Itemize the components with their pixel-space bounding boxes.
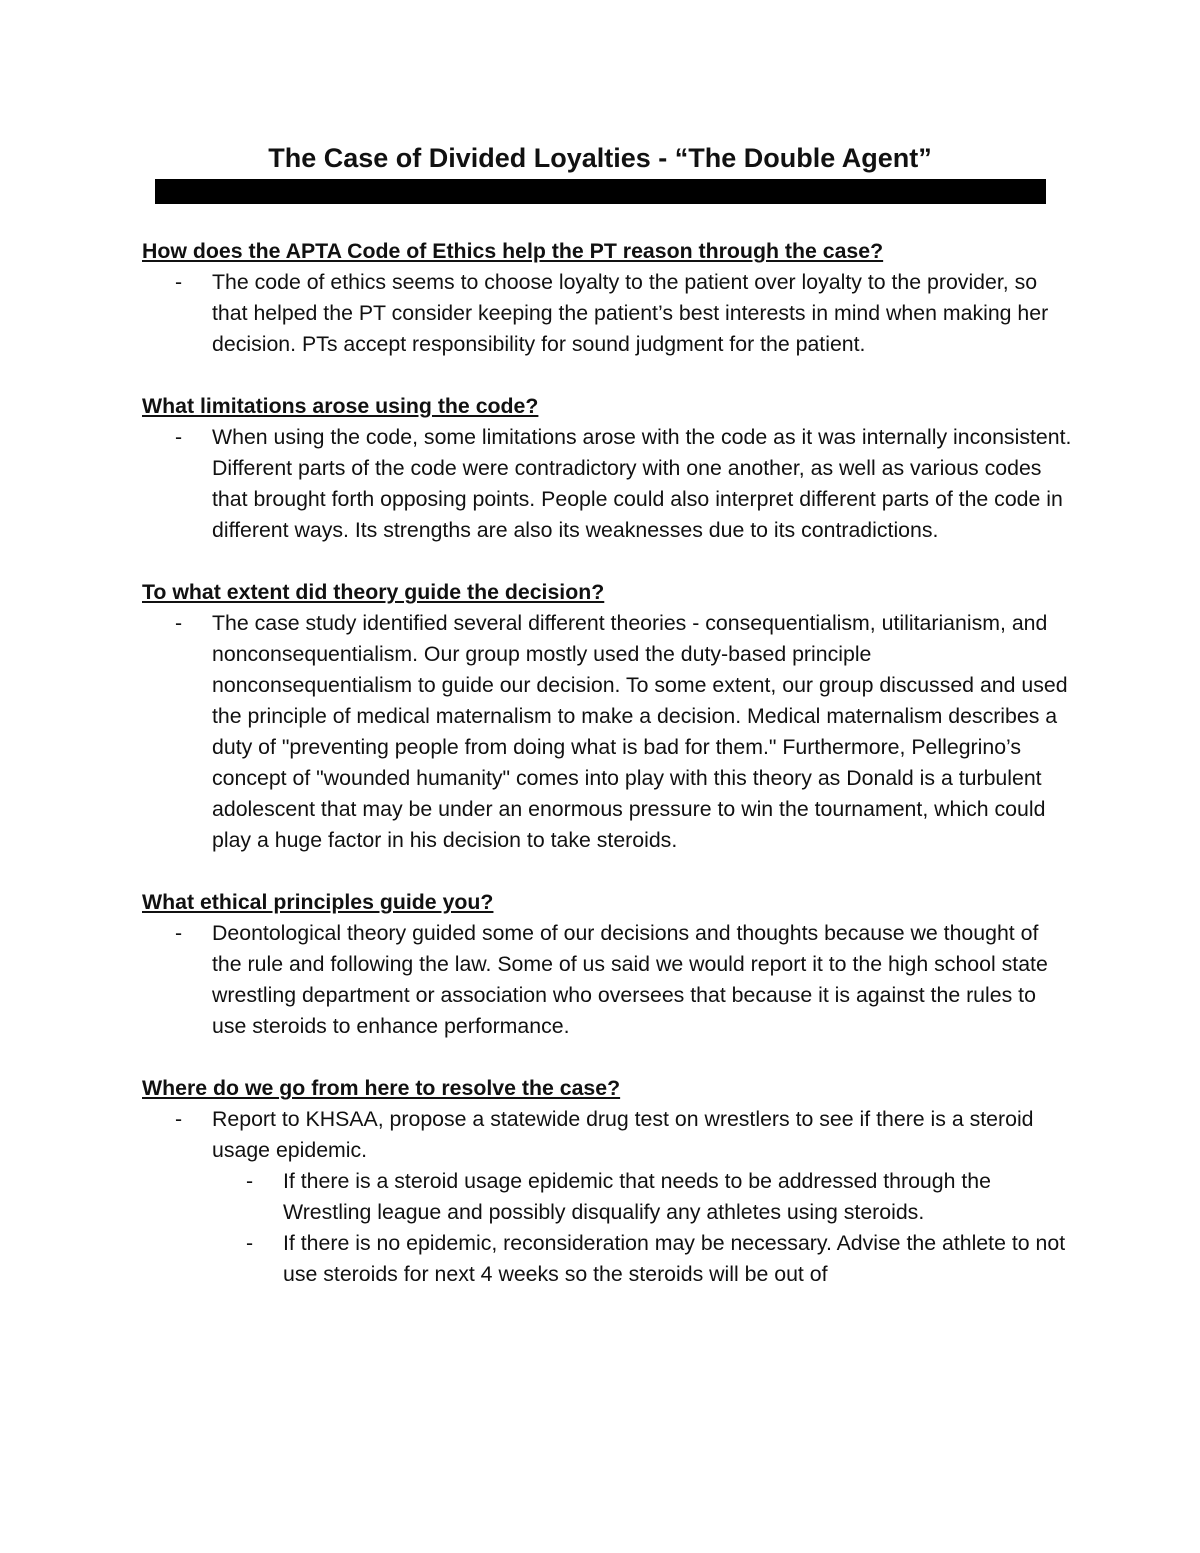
bullet-item [142, 608, 1072, 856]
document-body [142, 236, 1072, 1321]
section-heading: What limitations arose using the code? [142, 394, 539, 418]
bullet-item [142, 1104, 1072, 1166]
bullet-text: When using the code, some limitations arose with the code as it was internally inconsistent. Different parts of the code were contradictory with one another, as well as various codes that brought forth opposing points. People could also interpret different parts of the code in different ways. Its strengths are also its weaknesses due to its contradictions. [212, 425, 1072, 542]
bullet-text: The case study identified several different theories - consequentialism, utilitarianism, and nonconsequentialism. Our group mostly used the duty-based principle nonconsequentialism to guide our decision. To some extent, our group discussed and used the principle of medical maternalism to make a decision. Medical maternalism describes a duty of "preventing people from doing what is bad for them." Furthermore, Pellegrino’s concept of "wounded humanity" comes into play with this theory as Donald is a turbulent adolescent that may be under an enormous pressure to win the tournament, which could play a huge factor in his decision to take steroids. [212, 611, 1068, 852]
bullet-text: Deontological theory guided some of our decisions and thoughts because we thought of the rule and following the law. Some of us said we would report it to the high school state wrestling department or association who oversees that because it is against the rules to use steroids to enhance performance. [212, 921, 1048, 1038]
bullet-dash: - [246, 1169, 254, 1193]
section [142, 577, 1072, 856]
section-heading: Where do we go from here to resolve the case? [142, 1076, 621, 1100]
title-redaction-bar [155, 179, 1046, 204]
bullet-item [142, 422, 1072, 546]
section [142, 1073, 1072, 1290]
bullet-dash: - [175, 270, 183, 294]
bullet-item [142, 267, 1072, 360]
bullet-dash: - [175, 425, 183, 449]
bullet-text: If there is no epidemic, reconsideration may be necessary. Advise the athlete to not use steroids for next 4 weeks so the steroids will be out of [283, 1231, 1066, 1286]
section-heading: To what extent did theory guide the decision? [142, 580, 605, 604]
bullet-dash: - [175, 1107, 183, 1131]
bullet-dash: - [246, 1231, 254, 1255]
section-heading: How does the APTA Code of Ethics help the PT reason through the case? [142, 239, 884, 263]
sub-bullet-item [142, 1228, 1072, 1290]
bullet-dash: - [175, 921, 183, 945]
section [142, 236, 1072, 360]
section-heading: What ethical principles guide you? [142, 890, 494, 914]
bullet-text: If there is a steroid usage epidemic that needs to be addressed through the Wrestling league and possibly disqualify any athletes using steroids. [283, 1169, 991, 1224]
sub-bullet-item [142, 1166, 1072, 1228]
bullet-text: Report to KHSAA, propose a statewide drug test on wrestlers to see if there is a steroid usage epidemic. [212, 1107, 1034, 1162]
bullet-item [142, 918, 1072, 1042]
bullet-dash: - [175, 611, 183, 635]
section [142, 391, 1072, 546]
bullet-text: The code of ethics seems to choose loyalty to the patient over loyalty to the provider, so that helped the PT consider keeping the patient’s best interests in mind when making her decision. PTs accept responsibility for sound judgment for the patient. [212, 270, 1049, 356]
section [142, 887, 1072, 1042]
document-title: The Case of Divided Loyalties - “The Double Agent” [268, 143, 932, 173]
